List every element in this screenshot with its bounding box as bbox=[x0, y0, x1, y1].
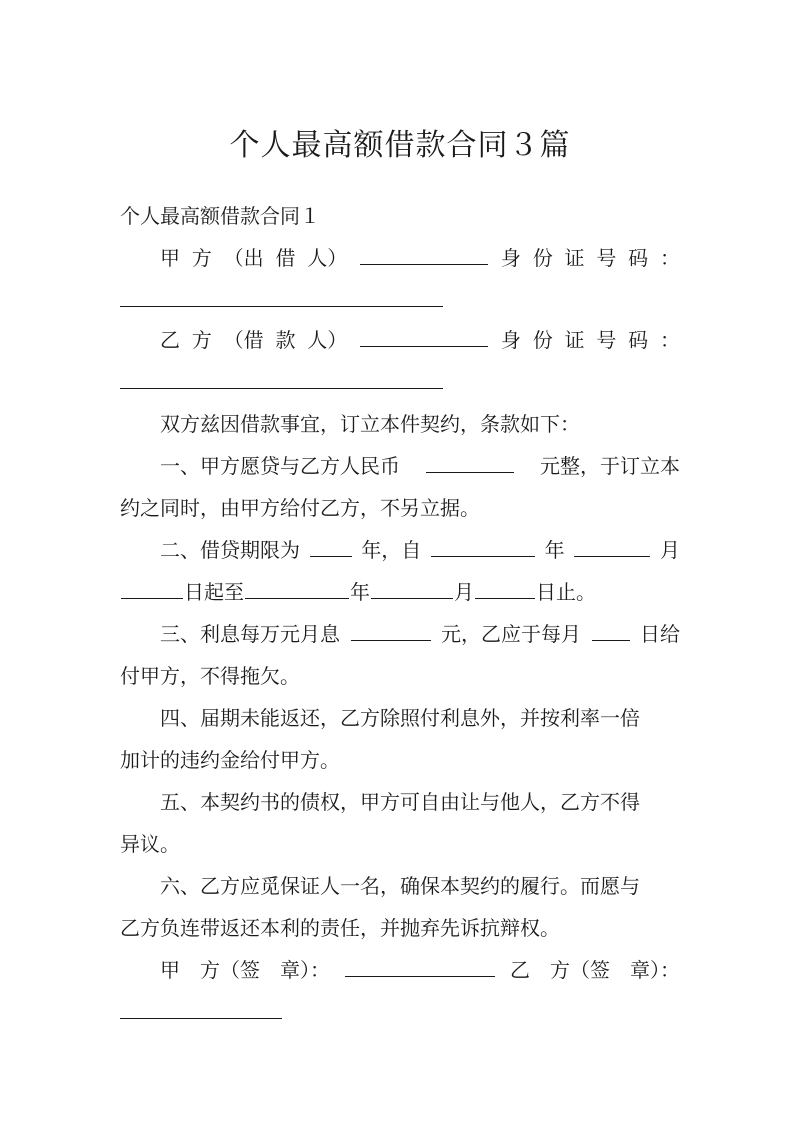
clause-2-text: 日起至 bbox=[184, 580, 244, 604]
party-b-id-char: 证 bbox=[564, 328, 585, 352]
party-a-label-char: 人） bbox=[307, 246, 348, 270]
clause-3-line-1 bbox=[160, 620, 680, 648]
clause-2-text: 日止。 bbox=[536, 580, 596, 604]
party-b-signature-blank bbox=[120, 1018, 282, 1019]
end-month-blank bbox=[371, 578, 453, 599]
clause-2-text: 二、借贷期限为 bbox=[160, 538, 300, 562]
party-b-label-char: 方 bbox=[191, 328, 212, 352]
party-a-label-char: 借 bbox=[275, 246, 296, 270]
clause-5-line-2: 异议。 bbox=[120, 832, 180, 856]
party-a-id-char: 身 bbox=[500, 246, 521, 270]
clause-6-line-2: 乙方负连带返还本利的责任，并抛弃先诉抗辩权。 bbox=[120, 916, 560, 940]
clause-2-text: 月 bbox=[659, 538, 680, 562]
party-a-line bbox=[160, 244, 680, 272]
party-b-line bbox=[160, 326, 680, 354]
party-a-id-char: ： bbox=[659, 246, 680, 270]
party-a-id-blank bbox=[120, 306, 443, 307]
clause-3-text: 三、利息每万元月息 bbox=[160, 622, 340, 646]
party-a-signature-blank bbox=[345, 956, 495, 977]
clause-3-line-2: 付甲方，不得拖欠。 bbox=[120, 664, 300, 688]
clause-6-line-1: 六、乙方应觅保证人一名，确保本契约的履行。而愿与 bbox=[160, 874, 640, 898]
clause-2-line-1 bbox=[160, 536, 680, 564]
clause-2-text: 月 bbox=[454, 580, 474, 604]
party-b-id-char: ： bbox=[659, 328, 680, 352]
amount-blank bbox=[426, 452, 514, 473]
party-b-label-char: 乙 bbox=[160, 328, 180, 352]
clause-4-line-2: 加计的违约金给付甲方。 bbox=[120, 748, 340, 772]
intro-paragraph: 双方兹因借款事宜，订立本件契约，条款如下： bbox=[160, 412, 580, 436]
party-a-label-char: 方 bbox=[191, 246, 212, 270]
party-b-label-char: 人） bbox=[307, 328, 348, 352]
clause-3-text: 元，乙应于每月 bbox=[441, 622, 581, 646]
party-b-label-char: （借 bbox=[223, 328, 264, 352]
party-b-id-char: 码 bbox=[628, 328, 649, 352]
document-title: 个人最高额借款合同３篇 bbox=[229, 128, 571, 163]
interest-blank bbox=[351, 620, 431, 641]
clause-1-text: 一、甲方愿贷与乙方人民币 bbox=[160, 454, 400, 478]
clause-3-text: 日给 bbox=[640, 622, 680, 646]
clause-2-line-2 bbox=[120, 578, 680, 606]
clause-2-text: 年 bbox=[544, 538, 565, 562]
party-a-id-char: 证 bbox=[564, 246, 585, 270]
party-b-name-blank bbox=[360, 326, 488, 347]
pay-day-blank bbox=[592, 620, 630, 641]
party-a-label-char: （出 bbox=[223, 246, 264, 270]
term-years-blank bbox=[310, 536, 352, 557]
party-b-id-blank bbox=[120, 388, 443, 389]
start-month-blank bbox=[574, 536, 650, 557]
party-b-id-char: 号 bbox=[596, 328, 617, 352]
signature-line bbox=[160, 956, 680, 984]
party-a-id-char: 码 bbox=[628, 246, 649, 270]
end-year-blank bbox=[245, 578, 349, 599]
clause-1-line-1 bbox=[160, 452, 680, 480]
clause-2-text: 年 bbox=[350, 580, 370, 604]
clause-1-line-2: 约之同时，由甲方给付乙方，不另立据。 bbox=[120, 496, 480, 520]
clause-5-line-1: 五、本契约书的债权，甲方可自由让与他人，乙方不得 bbox=[160, 790, 640, 814]
end-day-blank bbox=[475, 578, 535, 599]
start-day-blank bbox=[121, 578, 183, 599]
party-a-label-char: 甲 bbox=[160, 246, 180, 270]
party-a-id-char: 号 bbox=[596, 246, 617, 270]
party-b-id-char: 份 bbox=[532, 328, 553, 352]
clause-1-text: 元整，于订立本 bbox=[540, 454, 680, 478]
clause-4-line-1: 四、届期未能返还，乙方除照付利息外，并按利率一倍 bbox=[160, 706, 640, 730]
contract-subtitle: 个人最高额借款合同１ bbox=[120, 204, 320, 228]
party-a-signature-label: 甲 方（签 章）： bbox=[160, 958, 330, 982]
party-b-signature-label: 乙 方（签 章）： bbox=[510, 958, 680, 982]
clause-2-text: 年，自 bbox=[361, 538, 422, 562]
party-b-label-char: 款 bbox=[275, 328, 296, 352]
party-b-id-char: 身 bbox=[500, 328, 521, 352]
start-year-blank bbox=[431, 536, 535, 557]
party-a-name-blank bbox=[360, 244, 488, 265]
party-a-id-char: 份 bbox=[532, 246, 553, 270]
